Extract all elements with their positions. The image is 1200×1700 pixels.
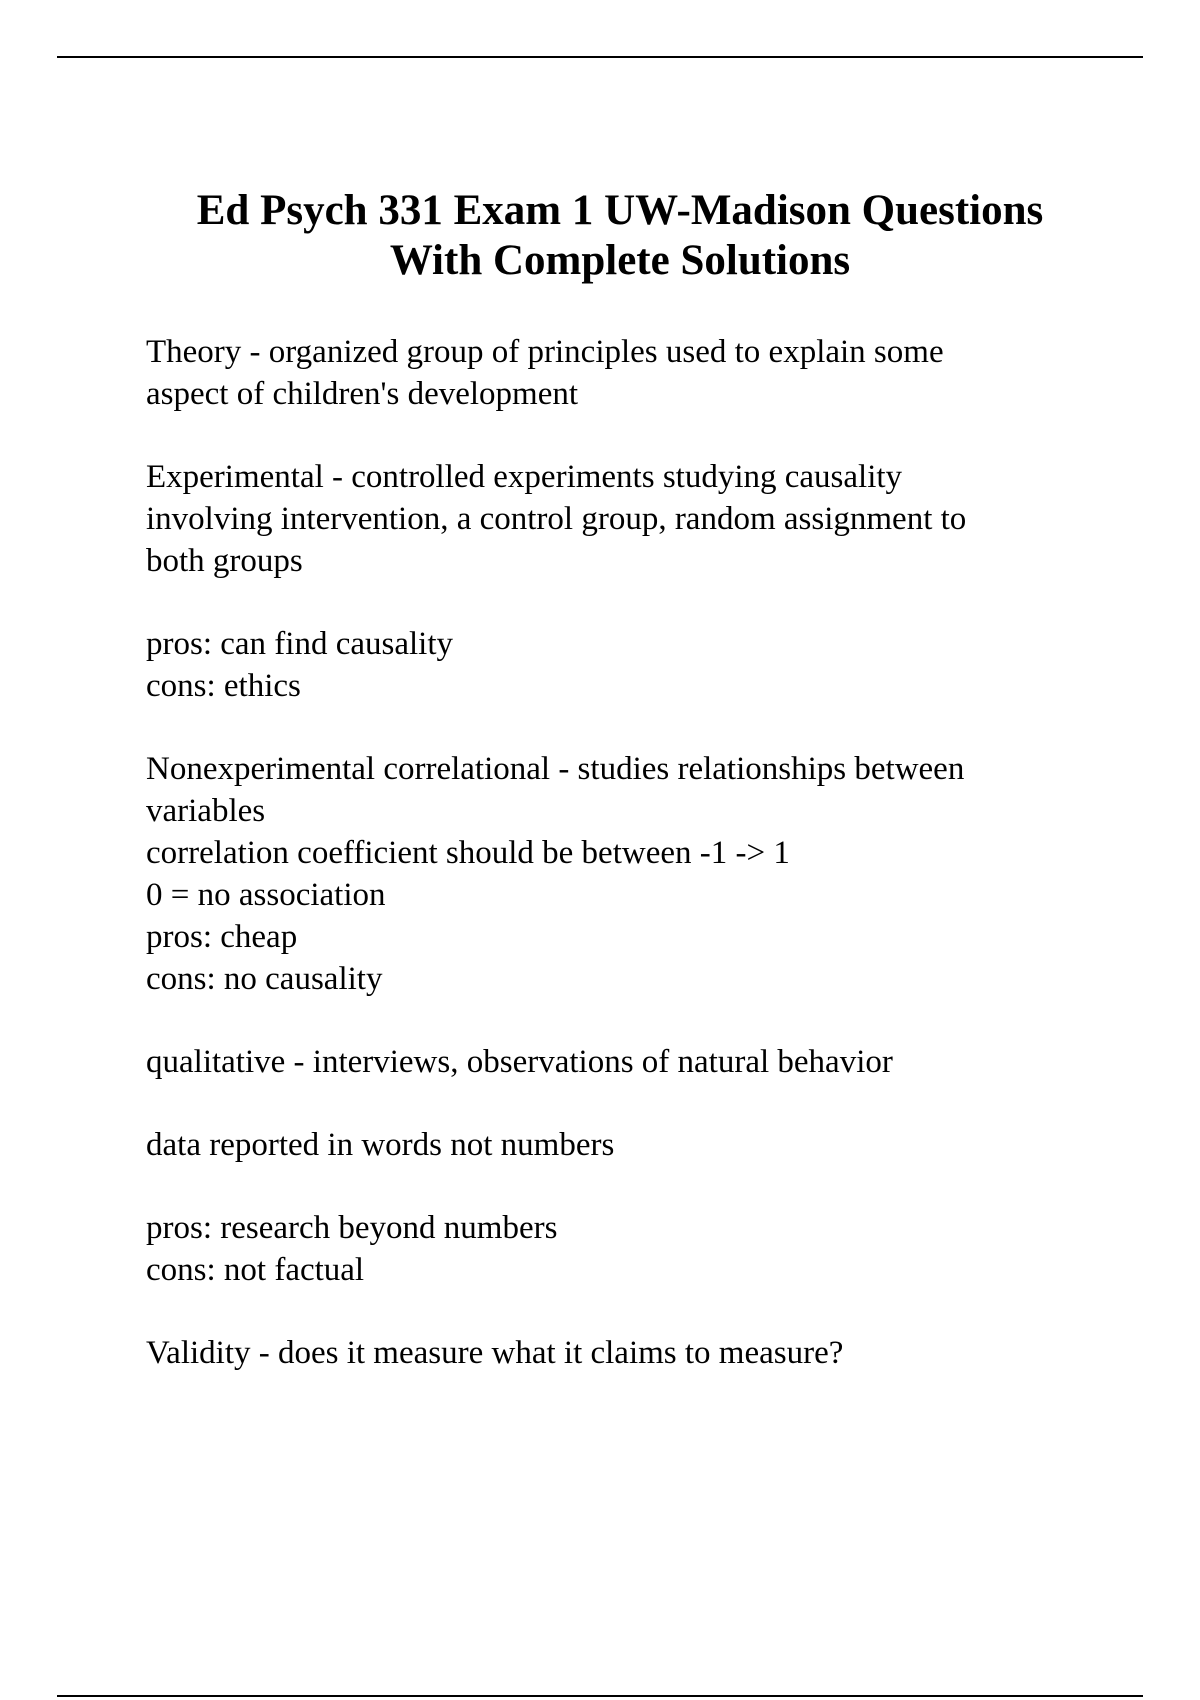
text-line: Theory - organized group of principles used to explain some <box>146 334 944 370</box>
paragraph-qualitative-pros-cons <box>146 1207 1126 1291</box>
paragraph-experimental-pros-cons <box>146 623 1126 707</box>
text-line: qualitative - interviews, observations of natural behavior <box>146 1044 893 1080</box>
text-line: 0 = no association <box>146 877 386 913</box>
paragraph-qualitative <box>146 1041 1126 1083</box>
text-line: cons: not factual <box>146 1252 365 1288</box>
top-rule <box>57 56 1143 58</box>
text-line: Nonexperimental correlational - studies relationships between <box>146 751 965 787</box>
text-line: Experimental - controlled experiments studying causality <box>146 459 903 495</box>
text-line: involving intervention, a control group, random assignment to <box>146 501 967 537</box>
paragraph-experimental <box>146 456 1126 582</box>
paragraph-nonexperimental <box>146 748 1126 1000</box>
text-line: pros: can find causality <box>146 626 453 662</box>
text-line: Validity - does it measure what it claims to measure? <box>146 1335 844 1371</box>
text-line: cons: ethics <box>146 668 301 704</box>
title-line: With Complete Solutions <box>389 237 851 284</box>
text-line: correlation coefficient should be between -1 -> 1 <box>146 835 790 871</box>
text-line: pros: research beyond numbers <box>146 1210 558 1246</box>
text-line: data reported in words not numbers <box>146 1127 615 1163</box>
title-line: Ed Psych 331 Exam 1 UW-Madison Questions <box>196 187 1044 234</box>
paragraph-theory <box>146 331 1126 415</box>
text-line: aspect of children's development <box>146 376 579 412</box>
text-line: both groups <box>146 543 303 579</box>
document-title <box>100 186 1140 286</box>
bottom-rule <box>57 1695 1143 1697</box>
text-line: cons: no causality <box>146 961 383 997</box>
document-body <box>146 331 1126 1415</box>
paragraph-qualitative-data <box>146 1124 1126 1166</box>
text-line: pros: cheap <box>146 919 298 955</box>
paragraph-validity <box>146 1332 1126 1374</box>
text-line: variables <box>146 793 266 829</box>
